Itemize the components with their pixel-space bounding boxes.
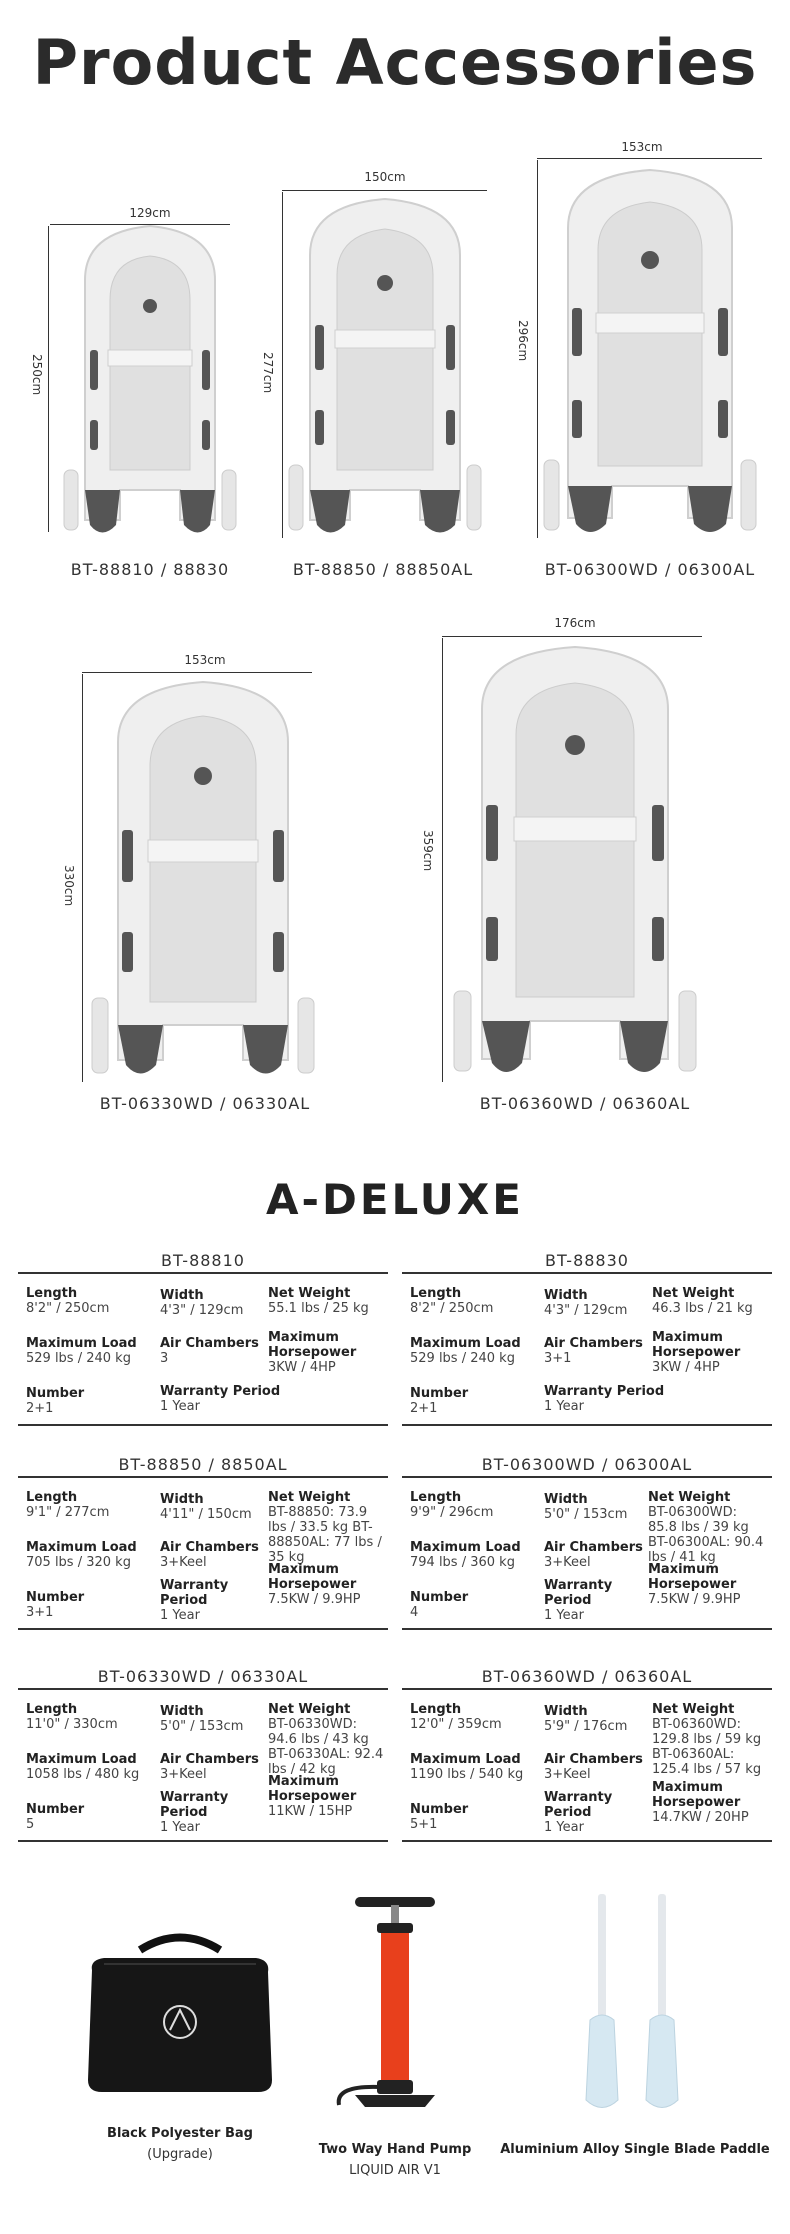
boat-image xyxy=(60,220,240,540)
boat-4-length: 330cm xyxy=(62,865,76,907)
spec-title: BT-06300WD / 06300AL xyxy=(402,1452,772,1478)
boat-5-model: BT-06360WD / 06360AL xyxy=(479,1094,691,1113)
boat-5-length: 359cm xyxy=(421,830,435,872)
spec-air-chambers: Air Chambers 3+Keel xyxy=(544,1752,643,1782)
spec-air-chambers: Air Chambers 3+Keel xyxy=(160,1540,259,1570)
spec-number: Number 3+1 xyxy=(26,1590,85,1620)
boat-5-width-line xyxy=(442,636,702,637)
spec-length: Length 8'2" / 250cm xyxy=(26,1286,110,1316)
spec-body xyxy=(18,1478,388,1630)
boat-diagram-3 xyxy=(540,168,760,543)
spec-number: Number 2+1 xyxy=(410,1386,469,1416)
spec-max-hp: Maximum Horsepower 11KW / 15HP xyxy=(268,1774,357,1819)
spec-table-2 xyxy=(402,1248,772,1426)
accessory-pump xyxy=(300,1895,490,2178)
spec-max-load: Maximum Load 529 lbs / 240 kg xyxy=(26,1336,137,1366)
spec-body xyxy=(402,1690,772,1842)
spec-net-weight: Net Weight BT-06300WD: 85.8 lbs / 39 kg BT-06300AL: 90.4 lbs / 41 kg xyxy=(648,1490,764,1565)
spec-title: BT-06360WD / 06360AL xyxy=(402,1664,772,1690)
spec-warranty: Warranty Period 1 Year xyxy=(544,1384,665,1414)
spec-air-chambers: Air Chambers 3 xyxy=(160,1336,259,1366)
boat-4-length-line xyxy=(82,674,83,1082)
boat-3-width: 153cm xyxy=(621,140,663,154)
spec-max-load: Maximum Load 794 lbs / 360 kg xyxy=(410,1540,521,1570)
boat-5-length-line xyxy=(442,638,443,1082)
spec-width: Width 4'3" / 129cm xyxy=(160,1288,244,1318)
spec-length: Length 9'1" / 277cm xyxy=(26,1490,110,1520)
spec-net-weight: Net Weight BT-06360WD: 129.8 lbs / 59 kg BT-06360AL: 125.4 lbs / 57 kg xyxy=(652,1702,762,1777)
boat-1-width: 129cm xyxy=(129,206,171,220)
boat-4-model: BT-06330WD / 06330AL xyxy=(99,1094,311,1113)
boat-diagram-1 xyxy=(60,220,240,540)
spec-body xyxy=(402,1274,772,1426)
spec-table-1 xyxy=(18,1248,388,1426)
spec-table-3 xyxy=(18,1452,388,1630)
spec-warranty: Warranty Period 1 Year xyxy=(160,1384,281,1414)
accessory-bag xyxy=(60,1930,300,2162)
accessory-paddle xyxy=(490,1890,780,2157)
boat-4-width-line xyxy=(82,672,312,673)
boat-1-model: BT-88810 / 88830 xyxy=(70,560,230,579)
spec-max-hp: Maximum Horsepower 7.5KW / 9.9HP xyxy=(268,1562,361,1607)
boat-3-model: BT-06300WD / 06300AL xyxy=(544,560,756,579)
boat-2-width-line xyxy=(282,190,487,191)
boat-4-width: 153cm xyxy=(184,653,226,667)
spec-max-hp: Maximum Horsepower 3KW / 4HP xyxy=(652,1330,741,1375)
spec-number: Number 4 xyxy=(410,1590,469,1620)
spec-width: Width 5'9" / 176cm xyxy=(544,1704,628,1734)
spec-body xyxy=(402,1478,772,1630)
spec-title: BT-88830 xyxy=(402,1248,772,1274)
spec-table-5 xyxy=(18,1664,388,1842)
spec-width: Width 4'3" / 129cm xyxy=(544,1288,628,1318)
boat-2-length: 277cm xyxy=(261,352,275,394)
boat-2-length-line xyxy=(282,192,283,538)
spec-max-load: Maximum Load 1190 lbs / 540 kg xyxy=(410,1752,524,1782)
spec-air-chambers: Air Chambers 3+Keel xyxy=(160,1752,259,1782)
spec-warranty: Warranty Period 1 Year xyxy=(160,1790,229,1835)
spec-table-4 xyxy=(402,1452,772,1630)
section-title: A-DELUXE xyxy=(266,1175,524,1224)
spec-net-weight: Net Weight 55.1 lbs / 25 kg xyxy=(268,1286,369,1316)
boat-image xyxy=(88,680,318,1085)
boat-image xyxy=(285,195,485,540)
spec-title: BT-88850 / 8850AL xyxy=(18,1452,388,1478)
paddle-icon xyxy=(570,1890,700,2120)
boat-3-length: 296cm xyxy=(516,320,530,362)
boat-2-width: 150cm xyxy=(364,170,406,184)
boat-3-length-line xyxy=(537,160,538,538)
spec-width: Width 5'0" / 153cm xyxy=(544,1492,628,1522)
spec-length: Length 11'0" / 330cm xyxy=(26,1702,118,1732)
bag-icon xyxy=(80,1930,280,2100)
boat-2-model: BT-88850 / 88850AL xyxy=(292,560,474,579)
boat-diagram-4 xyxy=(88,680,318,1085)
spec-max-hp: Maximum Horsepower 7.5KW / 9.9HP xyxy=(648,1562,741,1607)
boat-image xyxy=(540,168,760,543)
spec-max-hp: Maximum Horsepower 14.7KW / 20HP xyxy=(652,1780,749,1825)
spec-air-chambers: Air Chambers 3+1 xyxy=(544,1336,643,1366)
spec-length: Length 12'0" / 359cm xyxy=(410,1702,502,1732)
boat-1-length: 250cm xyxy=(30,354,44,396)
spec-title: BT-88810 xyxy=(18,1248,388,1274)
spec-length: Length 8'2" / 250cm xyxy=(410,1286,494,1316)
boat-diagram-5 xyxy=(450,645,700,1085)
accessory-sub: (Upgrade) xyxy=(147,2147,213,2162)
spec-net-weight: Net Weight BT-88850: 73.9 lbs / 33.5 kg BT-88850AL: 77 lbs / 35 kg xyxy=(268,1490,382,1565)
spec-net-weight: Net Weight 46.3 lbs / 21 kg xyxy=(652,1286,753,1316)
spec-air-chambers: Air Chambers 3+Keel xyxy=(544,1540,643,1570)
spec-width: Width 4'11" / 150cm xyxy=(160,1492,252,1522)
spec-length: Length 9'9" / 296cm xyxy=(410,1490,494,1520)
boat-3-width-line xyxy=(537,158,762,159)
accessory-sub: LIQUID AIR V1 xyxy=(349,2163,441,2178)
spec-width: Width 5'0" / 153cm xyxy=(160,1704,244,1734)
spec-title: BT-06330WD / 06330AL xyxy=(18,1664,388,1690)
spec-body xyxy=(18,1274,388,1426)
accessory-label: Two Way Hand Pump xyxy=(318,2142,472,2157)
spec-max-load: Maximum Load 1058 lbs / 480 kg xyxy=(26,1752,140,1782)
spec-table-6 xyxy=(402,1664,772,1842)
spec-warranty: Warranty Period 1 Year xyxy=(544,1790,613,1835)
spec-max-hp: Maximum Horsepower 3KW / 4HP xyxy=(268,1330,357,1375)
spec-warranty: Warranty Period 1 Year xyxy=(160,1578,229,1623)
spec-number: Number 5 xyxy=(26,1802,85,1832)
accessory-label: Aluminium Alloy Single Blade Paddle xyxy=(500,2142,770,2157)
boat-1-width-line xyxy=(50,224,230,225)
boat-image xyxy=(450,645,700,1085)
boat-5-width: 176cm xyxy=(554,616,596,630)
spec-number: Number 2+1 xyxy=(26,1386,85,1416)
spec-body xyxy=(18,1690,388,1842)
spec-max-load: Maximum Load 705 lbs / 320 kg xyxy=(26,1540,137,1570)
pump-icon xyxy=(325,1895,465,2120)
boat-1-length-line xyxy=(48,226,49,532)
spec-max-load: Maximum Load 529 lbs / 240 kg xyxy=(410,1336,521,1366)
spec-number: Number 5+1 xyxy=(410,1802,469,1832)
spec-warranty: Warranty Period 1 Year xyxy=(544,1578,613,1623)
spec-net-weight: Net Weight BT-06330WD: 94.6 lbs / 43 kg BT-06330AL: 92.4 lbs / 42 kg xyxy=(268,1702,384,1777)
boat-diagram-2 xyxy=(285,195,485,540)
accessory-label: Black Polyester Bag xyxy=(107,2126,253,2141)
page-title: Product Accessories xyxy=(32,26,758,99)
